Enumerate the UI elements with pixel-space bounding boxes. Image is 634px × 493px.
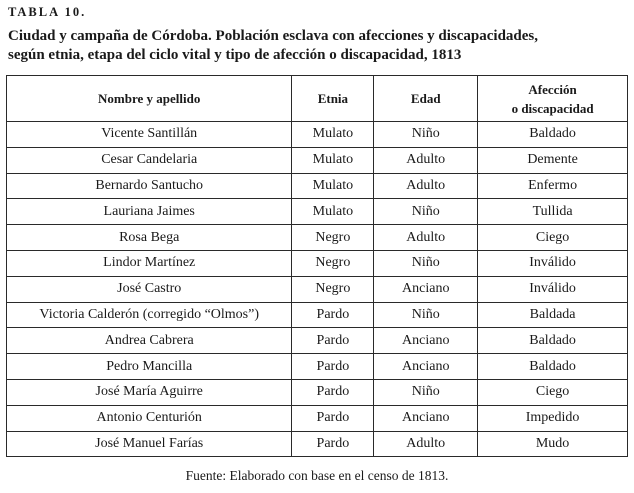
table-row — [7, 173, 628, 199]
table-row — [7, 302, 628, 328]
cell-afeccion: Tullida — [478, 199, 628, 225]
cell-name: Lindor Martínez — [7, 250, 292, 276]
cell-name: Antonio Centurión — [7, 405, 292, 431]
header-row — [7, 76, 628, 122]
cell-name: José Castro — [7, 276, 292, 302]
caption-line-1: Ciudad y campaña de Córdoba. Población esclava con afecciones y discapacidades, — [8, 28, 539, 44]
table-row — [7, 225, 628, 251]
data-table — [6, 75, 628, 457]
cell-afeccion: Impedido — [478, 405, 628, 431]
cell-name: Pedro Mancilla — [7, 354, 292, 380]
cell-afeccion: Demente — [478, 147, 628, 173]
header-afeccion — [478, 76, 628, 122]
header-name: Nombre y apellido — [7, 76, 292, 122]
cell-etnia: Pardo — [292, 328, 374, 354]
cell-afeccion: Baldado — [478, 122, 628, 148]
table-row — [7, 405, 628, 431]
table-row — [7, 379, 628, 405]
table-label: TABLA 10. — [8, 5, 87, 19]
cell-edad: Niño — [374, 199, 478, 225]
cell-etnia: Pardo — [292, 354, 374, 380]
cell-etnia: Mulato — [292, 147, 374, 173]
cell-edad: Anciano — [374, 276, 478, 302]
table-row — [7, 122, 628, 148]
cell-afeccion: Baldado — [478, 328, 628, 354]
cell-etnia: Negro — [292, 225, 374, 251]
cell-edad: Anciano — [374, 354, 478, 380]
cell-edad: Anciano — [374, 328, 478, 354]
cell-name: Rosa Bega — [7, 225, 292, 251]
cell-name: Bernardo Santucho — [7, 173, 292, 199]
cell-edad: Adulto — [374, 225, 478, 251]
table-row — [7, 431, 628, 457]
cell-name: Lauriana Jaimes — [7, 199, 292, 225]
cell-etnia: Mulato — [292, 122, 374, 148]
cell-edad: Adulto — [374, 147, 478, 173]
cell-edad: Anciano — [374, 405, 478, 431]
header-afeccion-line-2: o discapacidad — [511, 100, 594, 116]
cell-etnia: Pardo — [292, 379, 374, 405]
cell-edad: Adulto — [374, 431, 478, 457]
cell-etnia: Negro — [292, 250, 374, 276]
cell-etnia: Mulato — [292, 199, 374, 225]
table-row — [7, 354, 628, 380]
cell-afeccion: Ciego — [478, 225, 628, 251]
table-row — [7, 147, 628, 173]
cell-afeccion: Inválido — [478, 276, 628, 302]
header-afeccion-line-1: Afección — [528, 81, 577, 97]
table-row — [7, 250, 628, 276]
table-row — [7, 199, 628, 225]
table-caption — [8, 27, 628, 65]
cell-afeccion: Enfermo — [478, 173, 628, 199]
cell-edad: Niño — [374, 250, 478, 276]
header-etnia: Etnia — [292, 76, 374, 122]
cell-edad: Adulto — [374, 173, 478, 199]
caption-line-2: según etnia, etapa del ciclo vital y tipo de afección o discapacidad, 1813 — [8, 47, 462, 63]
cell-afeccion: Mudo — [478, 431, 628, 457]
cell-etnia: Pardo — [292, 302, 374, 328]
cell-etnia: Negro — [292, 276, 374, 302]
cell-etnia: Pardo — [292, 405, 374, 431]
cell-name: José María Aguirre — [7, 379, 292, 405]
table-row — [7, 276, 628, 302]
cell-etnia: Pardo — [292, 431, 374, 457]
header-edad: Edad — [374, 76, 478, 122]
cell-etnia: Mulato — [292, 173, 374, 199]
cell-afeccion: Inválido — [478, 250, 628, 276]
cell-edad: Niño — [374, 302, 478, 328]
cell-name: Cesar Candelaria — [7, 147, 292, 173]
table-row — [7, 328, 628, 354]
cell-afeccion: Baldada — [478, 302, 628, 328]
cell-afeccion: Baldado — [478, 354, 628, 380]
cell-name: Andrea Cabrera — [7, 328, 292, 354]
cell-name: Vicente Santillán — [7, 122, 292, 148]
cell-name: Victoria Calderón (corregido “Olmos”) — [7, 302, 292, 328]
source-note: Fuente: Elaborado con base en el censo de 1813. — [185, 468, 449, 483]
cell-edad: Niño — [374, 122, 478, 148]
cell-name: José Manuel Farías — [7, 431, 292, 457]
cell-edad: Niño — [374, 379, 478, 405]
cell-afeccion: Ciego — [478, 379, 628, 405]
